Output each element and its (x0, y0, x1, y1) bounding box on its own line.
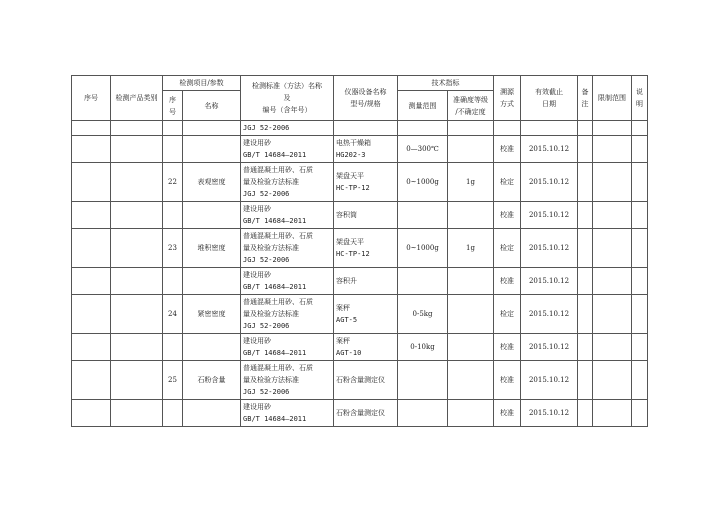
standard-line: JGJ 52-2006 (243, 124, 290, 132)
standard-line: 普通混凝土用砂、石质 (243, 166, 314, 174)
cell-category (111, 268, 163, 295)
header-remark: 备 注 (578, 76, 593, 121)
standard-line: 普通混凝土用砂、石质 (243, 298, 314, 306)
cell-category (111, 202, 163, 229)
cell-item-name (183, 400, 241, 427)
cell-seq (72, 334, 111, 361)
instrument-line: 架盘天平 (336, 238, 365, 246)
cell-item-name (183, 334, 241, 361)
instrument-line: 电热干燥箱 (336, 139, 372, 147)
cell-range: 0~1000g (398, 229, 448, 268)
standard-line: 量及检验方法标准 (243, 178, 300, 186)
cell-item-no (163, 202, 183, 229)
cell-instrument (334, 334, 398, 361)
cell-validity: 2015.10.12 (521, 163, 578, 202)
cell-remark (578, 121, 593, 136)
cell-note (632, 400, 648, 427)
table-body (72, 121, 648, 427)
table-row (72, 202, 648, 229)
standard-line: GB/T 14684—2011 (243, 415, 307, 423)
table-header (72, 76, 648, 121)
cell-instrument (334, 295, 398, 334)
cell-accuracy: 1g (448, 229, 494, 268)
cell-seq (72, 400, 111, 427)
cell-category (111, 163, 163, 202)
cell-accuracy: 1g (448, 163, 494, 202)
instrument-line: 容积筒 (336, 211, 358, 219)
cell-category (111, 400, 163, 427)
table-row (72, 229, 648, 268)
standard-line: JGJ 52-2006 (243, 256, 290, 264)
table-row (72, 136, 648, 163)
cell-remark (578, 229, 593, 268)
cell-instrument (334, 229, 398, 268)
equipment-table (71, 75, 648, 427)
cell-item-name (183, 268, 241, 295)
cell-trace: 校准 (494, 361, 521, 400)
standard-line: JGJ 52-2006 (243, 190, 290, 198)
cell-seq (72, 136, 111, 163)
cell-instrument (334, 163, 398, 202)
cell-validity: 2015.10.12 (521, 202, 578, 229)
cell-trace (494, 121, 521, 136)
header-accuracy: 准确度等级 /不确定度 (448, 91, 494, 121)
header-standard: 检测标准（方法）名称 及 编号（含年号） (241, 76, 334, 121)
cell-note (632, 136, 648, 163)
cell-item-no (163, 400, 183, 427)
cell-trace: 校准 (494, 400, 521, 427)
header-item-group: 检测项目/参数 (163, 76, 241, 91)
cell-trace: 校准 (494, 136, 521, 163)
cell-standard (241, 295, 334, 334)
table-row (72, 400, 648, 427)
standard-line: 建设用砂 (243, 139, 272, 147)
cell-validity: 2015.10.12 (521, 268, 578, 295)
instrument-line: 石粉含量测定仪 (336, 409, 386, 417)
cell-limit (593, 121, 632, 136)
cell-accuracy (448, 202, 494, 229)
cell-range (398, 202, 448, 229)
cell-limit (593, 361, 632, 400)
cell-instrument (334, 268, 398, 295)
cell-seq (72, 229, 111, 268)
cell-standard (241, 229, 334, 268)
standard-line: 量及检验方法标准 (243, 310, 300, 318)
cell-limit (593, 334, 632, 361)
standard-line: GB/T 14684—2011 (243, 217, 307, 225)
cell-item-no: 25 (163, 361, 183, 400)
cell-range (398, 121, 448, 136)
standard-line: 普通混凝土用砂、石质 (243, 364, 314, 372)
standard-line: 建设用砂 (243, 205, 272, 213)
header-item-no: 序 号 (163, 91, 183, 121)
header-limit: 限制范围 (593, 76, 632, 121)
cell-instrument (334, 400, 398, 427)
cell-validity: 2015.10.12 (521, 361, 578, 400)
cell-item-no (163, 334, 183, 361)
cell-standard (241, 202, 334, 229)
instrument-line: HC-TP-12 (336, 184, 370, 192)
cell-item-no (163, 121, 183, 136)
cell-accuracy (448, 400, 494, 427)
instrument-line: 容积升 (336, 277, 358, 285)
cell-seq (72, 163, 111, 202)
cell-instrument (334, 361, 398, 400)
header-note: 说 明 (632, 76, 648, 121)
cell-limit (593, 163, 632, 202)
instrument-line: 架盘天平 (336, 172, 365, 180)
cell-trace: 检定 (494, 295, 521, 334)
standard-line: GB/T 14684—2011 (243, 349, 307, 357)
cell-item-no: 23 (163, 229, 183, 268)
cell-item-no: 22 (163, 163, 183, 202)
cell-instrument (334, 121, 398, 136)
cell-trace: 校准 (494, 334, 521, 361)
cell-remark (578, 268, 593, 295)
cell-item-no (163, 136, 183, 163)
instrument-line: HC-TP-12 (336, 250, 370, 258)
cell-note (632, 361, 648, 400)
cell-note (632, 268, 648, 295)
cell-accuracy (448, 121, 494, 136)
instrument-line: AGT-5 (336, 316, 358, 324)
instrument-line: 石粉含量测定仪 (336, 376, 386, 384)
cell-remark (578, 361, 593, 400)
cell-validity: 2015.10.12 (521, 229, 578, 268)
cell-item-name: 表观密度 (183, 163, 241, 202)
cell-remark (578, 202, 593, 229)
cell-accuracy (448, 334, 494, 361)
standard-line: GB/T 14684—2011 (243, 283, 307, 291)
cell-item-name (183, 202, 241, 229)
table-row (72, 334, 648, 361)
cell-accuracy (448, 361, 494, 400)
cell-limit (593, 268, 632, 295)
cell-limit (593, 229, 632, 268)
cell-range (398, 400, 448, 427)
cell-range: 0-5kg (398, 295, 448, 334)
cell-range: 0~1000g (398, 163, 448, 202)
cell-instrument (334, 202, 398, 229)
standard-line: JGJ 52-2006 (243, 322, 290, 330)
cell-accuracy (448, 268, 494, 295)
cell-trace: 检定 (494, 163, 521, 202)
cell-remark (578, 295, 593, 334)
cell-validity: 2015.10.12 (521, 334, 578, 361)
cell-remark (578, 334, 593, 361)
cell-standard (241, 400, 334, 427)
cell-category (111, 334, 163, 361)
cell-standard (241, 136, 334, 163)
cell-validity: 2015.10.12 (521, 136, 578, 163)
cell-item-name: 紧密密度 (183, 295, 241, 334)
table-row (72, 121, 648, 136)
instrument-line: AGT-10 (336, 349, 362, 357)
cell-trace: 检定 (494, 229, 521, 268)
cell-seq (72, 268, 111, 295)
instrument-line: 案秤 (336, 304, 351, 312)
standard-line: 建设用砂 (243, 271, 272, 279)
cell-note (632, 295, 648, 334)
cell-validity: 2015.10.12 (521, 400, 578, 427)
cell-note (632, 202, 648, 229)
cell-standard (241, 268, 334, 295)
cell-note (632, 163, 648, 202)
cell-remark (578, 136, 593, 163)
cell-category (111, 361, 163, 400)
table-row (72, 268, 648, 295)
standard-line: JGJ 52-2006 (243, 388, 290, 396)
cell-limit (593, 136, 632, 163)
cell-instrument (334, 136, 398, 163)
standard-line: 量及检验方法标准 (243, 244, 300, 252)
cell-accuracy (448, 295, 494, 334)
cell-range (398, 268, 448, 295)
cell-remark (578, 400, 593, 427)
standard-line: GB/T 14684—2011 (243, 151, 307, 159)
cell-item-name (183, 121, 241, 136)
header-validity: 有效截止 日期 (521, 76, 578, 121)
cell-limit (593, 400, 632, 427)
cell-seq (72, 121, 111, 136)
header-instrument: 仪器设备名称 型号/规格 (334, 76, 398, 121)
cell-note (632, 229, 648, 268)
cell-limit (593, 202, 632, 229)
cell-category (111, 229, 163, 268)
cell-seq (72, 202, 111, 229)
cell-validity: 2015.10.12 (521, 295, 578, 334)
cell-standard (241, 334, 334, 361)
instrument-line: 案秤 (336, 337, 351, 345)
cell-standard (241, 121, 334, 136)
cell-note (632, 334, 648, 361)
cell-seq (72, 361, 111, 400)
cell-trace: 校准 (494, 202, 521, 229)
standard-line: 建设用砂 (243, 337, 272, 345)
header-range: 测量范围 (398, 91, 448, 121)
cell-limit (593, 295, 632, 334)
cell-standard (241, 163, 334, 202)
header-seq: 序号 (72, 76, 111, 121)
cell-standard (241, 361, 334, 400)
cell-category (111, 295, 163, 334)
cell-range: 0—300℃ (398, 136, 448, 163)
cell-item-name: 石粉含量 (183, 361, 241, 400)
standard-line: 建设用砂 (243, 403, 272, 411)
cell-accuracy (448, 136, 494, 163)
standard-line: 量及检验方法标准 (243, 376, 300, 384)
cell-seq (72, 295, 111, 334)
header-tech-group: 技术指标 (398, 76, 494, 91)
header-item-name: 名称 (183, 91, 241, 121)
cell-remark (578, 163, 593, 202)
cell-item-no: 24 (163, 295, 183, 334)
standard-line: 普通混凝土用砂、石质 (243, 232, 314, 240)
cell-validity (521, 121, 578, 136)
cell-note (632, 121, 648, 136)
header-trace: 溯源 方式 (494, 76, 521, 121)
header-category: 检测产品类别 (111, 76, 163, 121)
cell-category (111, 121, 163, 136)
cell-trace: 校准 (494, 268, 521, 295)
cell-category (111, 136, 163, 163)
cell-range (398, 361, 448, 400)
cell-item-name: 堆积密度 (183, 229, 241, 268)
cell-item-name (183, 136, 241, 163)
instrument-line: HG202-3 (336, 151, 366, 159)
table-row (72, 295, 648, 334)
table-row (72, 163, 648, 202)
table-row (72, 361, 648, 400)
cell-range: 0-10kg (398, 334, 448, 361)
cell-item-no (163, 268, 183, 295)
